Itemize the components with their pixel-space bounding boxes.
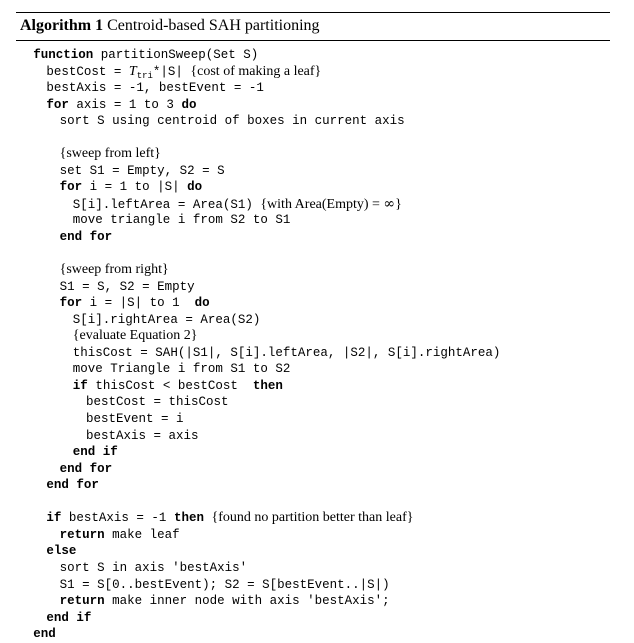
comment: {sweep from right} xyxy=(59,262,169,278)
code-line xyxy=(16,130,610,147)
code-line xyxy=(16,378,610,395)
code-line xyxy=(16,262,610,279)
code-text: bestCost = thisCost xyxy=(86,395,229,410)
code-line xyxy=(16,212,610,229)
caption-rule xyxy=(16,40,610,41)
code-text: move triangle i from S2 to S1 xyxy=(72,213,291,228)
keyword: return xyxy=(59,527,105,542)
comment: {sweep from left} xyxy=(59,146,161,162)
keyword: else xyxy=(46,544,77,559)
code-text: bestAxis = axis xyxy=(86,428,199,443)
code-line xyxy=(16,312,610,329)
code-text: i = 1 to |S| xyxy=(82,180,188,195)
keyword: for xyxy=(59,180,83,195)
code-line xyxy=(16,113,610,130)
keyword: if xyxy=(72,378,88,393)
code-text: S[i].leftArea = Area(S1) xyxy=(72,197,261,212)
code-line xyxy=(16,80,610,97)
comment: {evaluate Equation 2} xyxy=(72,328,198,344)
algorithm-title: Centroid-based SAH partitioning xyxy=(107,17,320,34)
keyword: end for xyxy=(59,461,113,476)
code-text: bestEvent = i xyxy=(86,412,184,427)
code-line xyxy=(16,179,610,196)
code-line xyxy=(16,146,610,163)
code-line xyxy=(16,477,610,494)
code-line xyxy=(16,64,610,81)
code-text: thisCost = SAH(|S1|, S[i].leftArea, |S2|, S[i].rightArea) xyxy=(72,345,501,360)
keyword: for xyxy=(46,97,69,112)
code-line xyxy=(16,444,610,461)
comment: {found no partition better than leaf} xyxy=(211,510,414,526)
keyword: end for xyxy=(59,230,113,245)
comment: {cost of making a leaf} xyxy=(190,63,322,79)
keyword: do xyxy=(187,180,203,195)
code-line xyxy=(16,428,610,445)
code-text: axis = 1 to 3 xyxy=(68,97,182,112)
code-text: *|S| xyxy=(152,64,191,79)
comment: {with Area(Empty) = xyxy=(260,196,384,212)
keyword: for xyxy=(59,296,83,311)
code-line xyxy=(16,610,610,627)
code-line xyxy=(16,246,610,263)
algorithm-block xyxy=(16,12,610,643)
code-line xyxy=(16,461,610,478)
code-line xyxy=(16,97,610,114)
code-text: S1 = S, S2 = Empty xyxy=(59,279,195,294)
code-line xyxy=(16,577,610,594)
code-line xyxy=(16,510,610,527)
code-text: i = |S| to 1 xyxy=(82,296,195,311)
math-symbol: T xyxy=(128,63,137,79)
keyword: then xyxy=(252,378,283,393)
code-line xyxy=(16,494,610,511)
keyword: then xyxy=(173,511,204,526)
keyword: end if xyxy=(72,445,118,460)
code-line xyxy=(16,328,610,345)
comment: } xyxy=(395,196,402,212)
code-line xyxy=(16,411,610,428)
code-text: thisCost < bestCost xyxy=(87,378,253,393)
code-text: make leaf xyxy=(104,527,180,542)
top-rule xyxy=(16,12,610,13)
keyword: end if xyxy=(46,610,92,625)
code-line xyxy=(16,279,610,296)
subscript: tri xyxy=(136,70,153,81)
keyword: do xyxy=(194,296,210,311)
keyword: end for xyxy=(46,478,99,493)
code-line xyxy=(16,345,610,362)
code-text: bestCost = xyxy=(46,64,129,79)
code-line xyxy=(16,394,610,411)
code-text: sort S using centroid of boxes in current axis xyxy=(59,114,405,129)
keyword: end xyxy=(33,627,56,642)
code-text: set S1 = Empty, S2 = S xyxy=(59,163,225,178)
code-text: bestAxis = -1 xyxy=(61,511,174,526)
code-line xyxy=(16,196,610,213)
code-line xyxy=(16,361,610,378)
keyword: if xyxy=(46,511,62,526)
code-text: S[i].rightArea = Area(S2) xyxy=(72,312,261,327)
code-line xyxy=(16,47,610,64)
code-line xyxy=(16,163,610,180)
code-text: make inner node with axis 'bestAxis'; xyxy=(104,594,390,609)
algorithm-caption xyxy=(16,16,610,36)
code-text: move Triangle i from S1 to S2 xyxy=(72,362,291,377)
code-text: partitionSweep(Set S) xyxy=(93,48,259,62)
infinity-symbol: ∞ xyxy=(383,195,396,212)
code-line xyxy=(16,229,610,246)
code-line xyxy=(16,543,610,560)
pseudocode-body xyxy=(16,47,610,643)
keyword: function xyxy=(33,48,94,62)
code-line xyxy=(16,527,610,544)
algorithm-label: Algorithm 1 xyxy=(20,17,104,34)
code-line xyxy=(16,295,610,312)
code-line xyxy=(16,593,610,610)
code-text: bestAxis = -1, bestEvent = -1 xyxy=(46,81,264,96)
keyword: return xyxy=(59,594,105,609)
code-line xyxy=(16,560,610,577)
code-text: sort S in axis 'bestAxis' xyxy=(59,560,248,575)
code-text: S1 = S[0..bestEvent); S2 = S[bestEvent..|S|) xyxy=(59,577,390,592)
code-line xyxy=(16,626,610,643)
keyword: do xyxy=(181,97,197,112)
